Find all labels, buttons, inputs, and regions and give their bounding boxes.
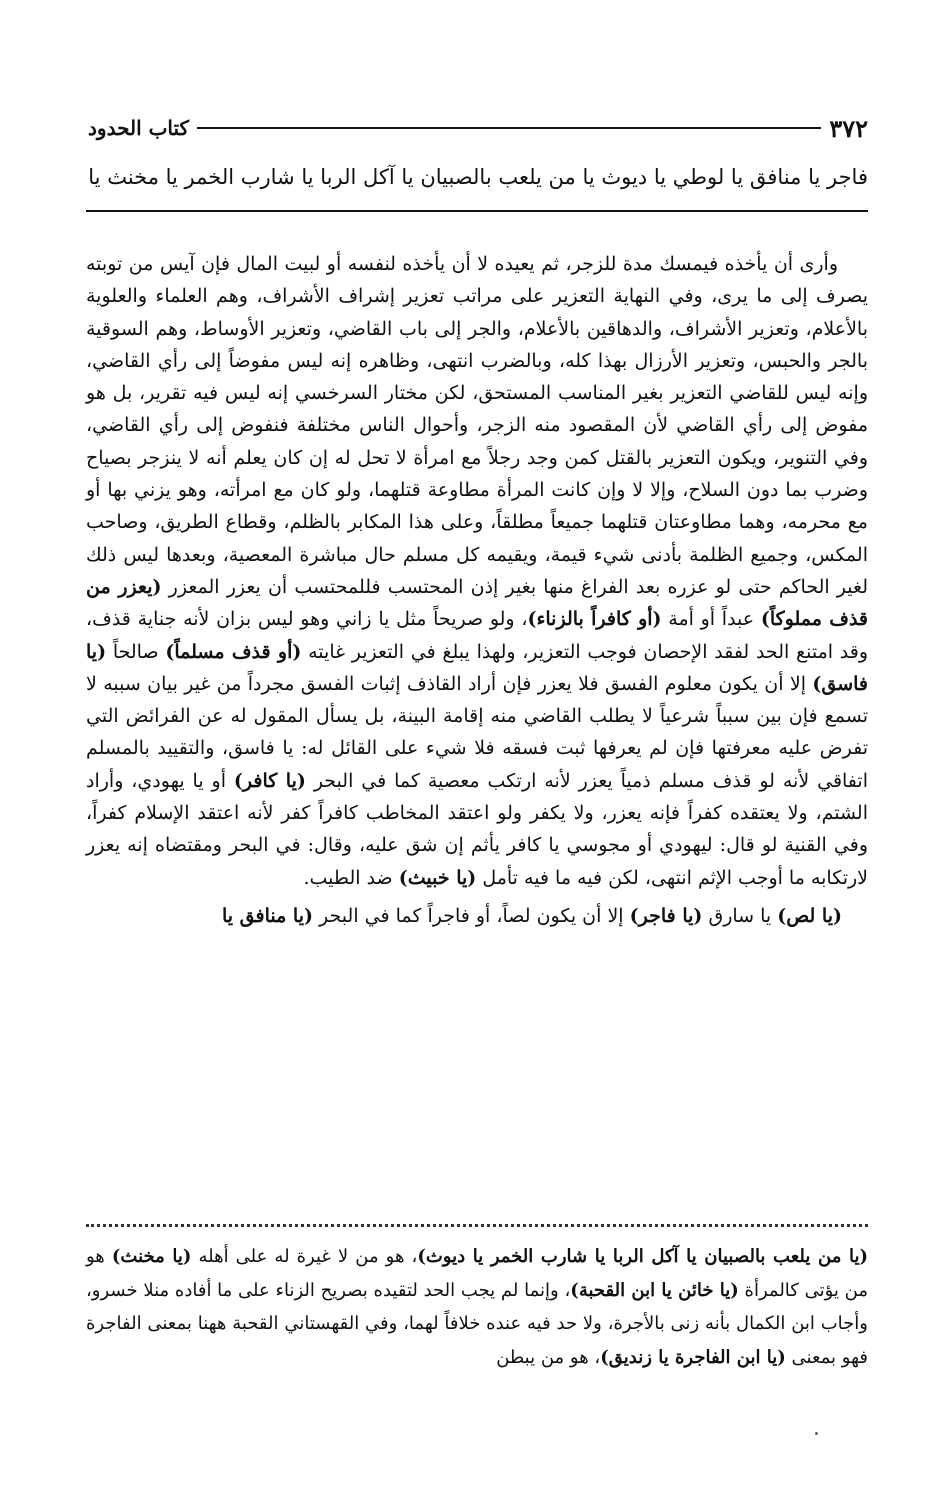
commentary-text [86,248,868,932]
print-speck [815,1432,818,1435]
text-run: ، هو من لا غيرة له على أهله [198,1246,418,1267]
footnote-separator [86,1224,868,1231]
text-run: يا سارق [708,904,772,927]
text-run: ، وإنما لم يجب الحد لتقيده بصريح الزناء على ما أفاده منلا خسرو، وأجاب ابن الكمال بأنه زنى بالأجرة، ولا حد فيه عنده خلافاً لهما، وفي القهستاني القحبة ههنا بمعنى الفاجرة فهو بمعنى [86,1279,868,1368]
matn-quote: (يا مخنث) [111,1246,192,1267]
text-run: أو يا يهودي، وأراد الشتم، ولا يعتقده كفراً فإنه يعزر، ولا يكفر ولو اعتقد المخاطب كافراً كفر لأنه اعتقد الإسلام كفراً، وفي القنية لو قال: ليهودي أو مجوسي يا كافر يأثم إن شق عليه، وقال: في البحر ومقتضاه إنه يعزر لارتكابه ما أوجب الإثم انتهى، لكن فيه ما فيه تأمل [86,769,868,889]
matn-quote: (يا خائن يا ابن القحبة) [570,1279,739,1301]
page-header [82,108,868,148]
matn-quote: (يا ابن الفاجرة يا زنديق) [600,1346,786,1368]
matn-quote: (يعزر من قذف مملوكاً) [86,575,869,631]
text-run: إلا أن يكون معلوم الفسق فلا يعزر فإن أراد القاذف إثبات الفسق مجرداً من غير بيان سببه لا تسمع فإن بين سبباً شرعياً لا يطلب القاضي منه إقامة البينة، بل يسأل المقول له عن الفرائض التي تفرض عليه معرفتها فإن لم يعرفها ثبت فسقه فلا شيء على القائل له: يا فاسق، والتقييد بالمسلم اتفاقي لأنه لو قذف مسلم ذمياً يعزر لأنه ارتكب معصية كما في البحر [86,672,868,792]
text-run: إلا أن يكون لصاً، أو فاجراً كما في البحر [319,904,624,927]
matn-quote: (يا لص) [777,904,842,927]
text-run: ضد الطيب. [303,866,393,889]
matn-quote: (يا فاجر) [629,904,703,927]
page-number: ٣٧٢ [829,113,868,143]
matn-quote: (أو كافراً بالزناء) [527,608,662,631]
text-run: ، ولو صريحاً مثل يا زاني وهو ليس بزان لأنه جناية قذف، وقد امتنع الحد لفقد الإحصان فوجب التعزير، ولهذا يبلغ في التعزير غايته [86,608,869,663]
text-run: ، هو من يبطن [496,1346,601,1368]
matn-line: فاجر يا منافق يا لوطي يا ديوث يا من يلعب بالصبيان يا آكل الربا يا شارب الخمر يا مخنث يا [88,165,868,189]
footnote-paragraph [86,1240,868,1374]
text-run: هو من يؤتى كالمرأة [86,1246,868,1301]
matn-quote: (يا فاسق) [86,640,869,695]
matn-quote: (يا من يلعب بالصبيان يا آكل الربا يا شارب الخمر يا ديوث) [417,1246,868,1267]
header-rule [197,127,821,129]
text-run: صالحاً [112,640,159,663]
text-run: وأرى أن يأخذه فيمسك مدة للزجر، ثم يعيده لا أن يأخذه لنفسه أو لبيت المال فإن آيس من توبته يصرف إلى ما يرى، وفي النهاية التعزير على مراتب تعزير إشراف الأشراف، وهم العلماء والعلوية بالأعلام، وتعزير الأشراف، والدهاقين بالأعلام، والجر إلى باب القاضي، وتعزير الأوساط، وهم السوقية بالجر والحبس، وتعزير الأرزال بهذا كله، وبالضرب انتهى، وظاهره إنه ليس مفوضاً إلى رأي القاضي، وإنه ليس للقاضي التعزير بغير المناسب المستحق، لكن مختار السرخسي إنه ليس فيه تقرير، بل هو مفوض إلى رأي القاضي لأن المقصود منه الزجر، وأحوال الناس مختلفة فنفوض إلى رأي القاضي، وفي التنوير، ويكون التعزير بالقتل كمن وجد رجلاً مع امرأة لا تحل له إن كان يعلم أنه لا ينزجر بصياح وضرب بما دون السلاح، وإلا لا وإن كانت المرأة مطاوعة قتلهما، ولو كان مع امرأته، وهو يزني بها أو مع محرمه، وهما مطاوعتان قتلهما جميعاً مطلقاً، وعلى هذا المكابر بالظلم، وقطاع الطريق، وصاحب المكس، وجميع الظلمة بأدنى شيء قيمة، ويقيمه كل مسلم حال مباشرة المعصية، وبعدها ليس ذلك لغير الحاكم حتى لو عزره بعد الفراغ منها بغير إذن المحتسب فللمحتسب أن يعزر المعزر [86,253,868,598]
matn-separator [86,210,868,212]
matn-quote: (يا كافر) [233,769,306,792]
matn-quote: (يا منافق يا [221,904,313,927]
text-run: عبداً أو أمة [668,608,755,631]
footnote-text [86,1240,868,1374]
book-title: كتاب الحدود [88,116,190,140]
commentary-paragraph-2 [86,900,868,932]
matn-quote: (يا خبيث) [398,866,477,889]
commentary-paragraph-1 [86,248,868,894]
matn-quote: (أو قذف مسلماً) [165,640,302,663]
